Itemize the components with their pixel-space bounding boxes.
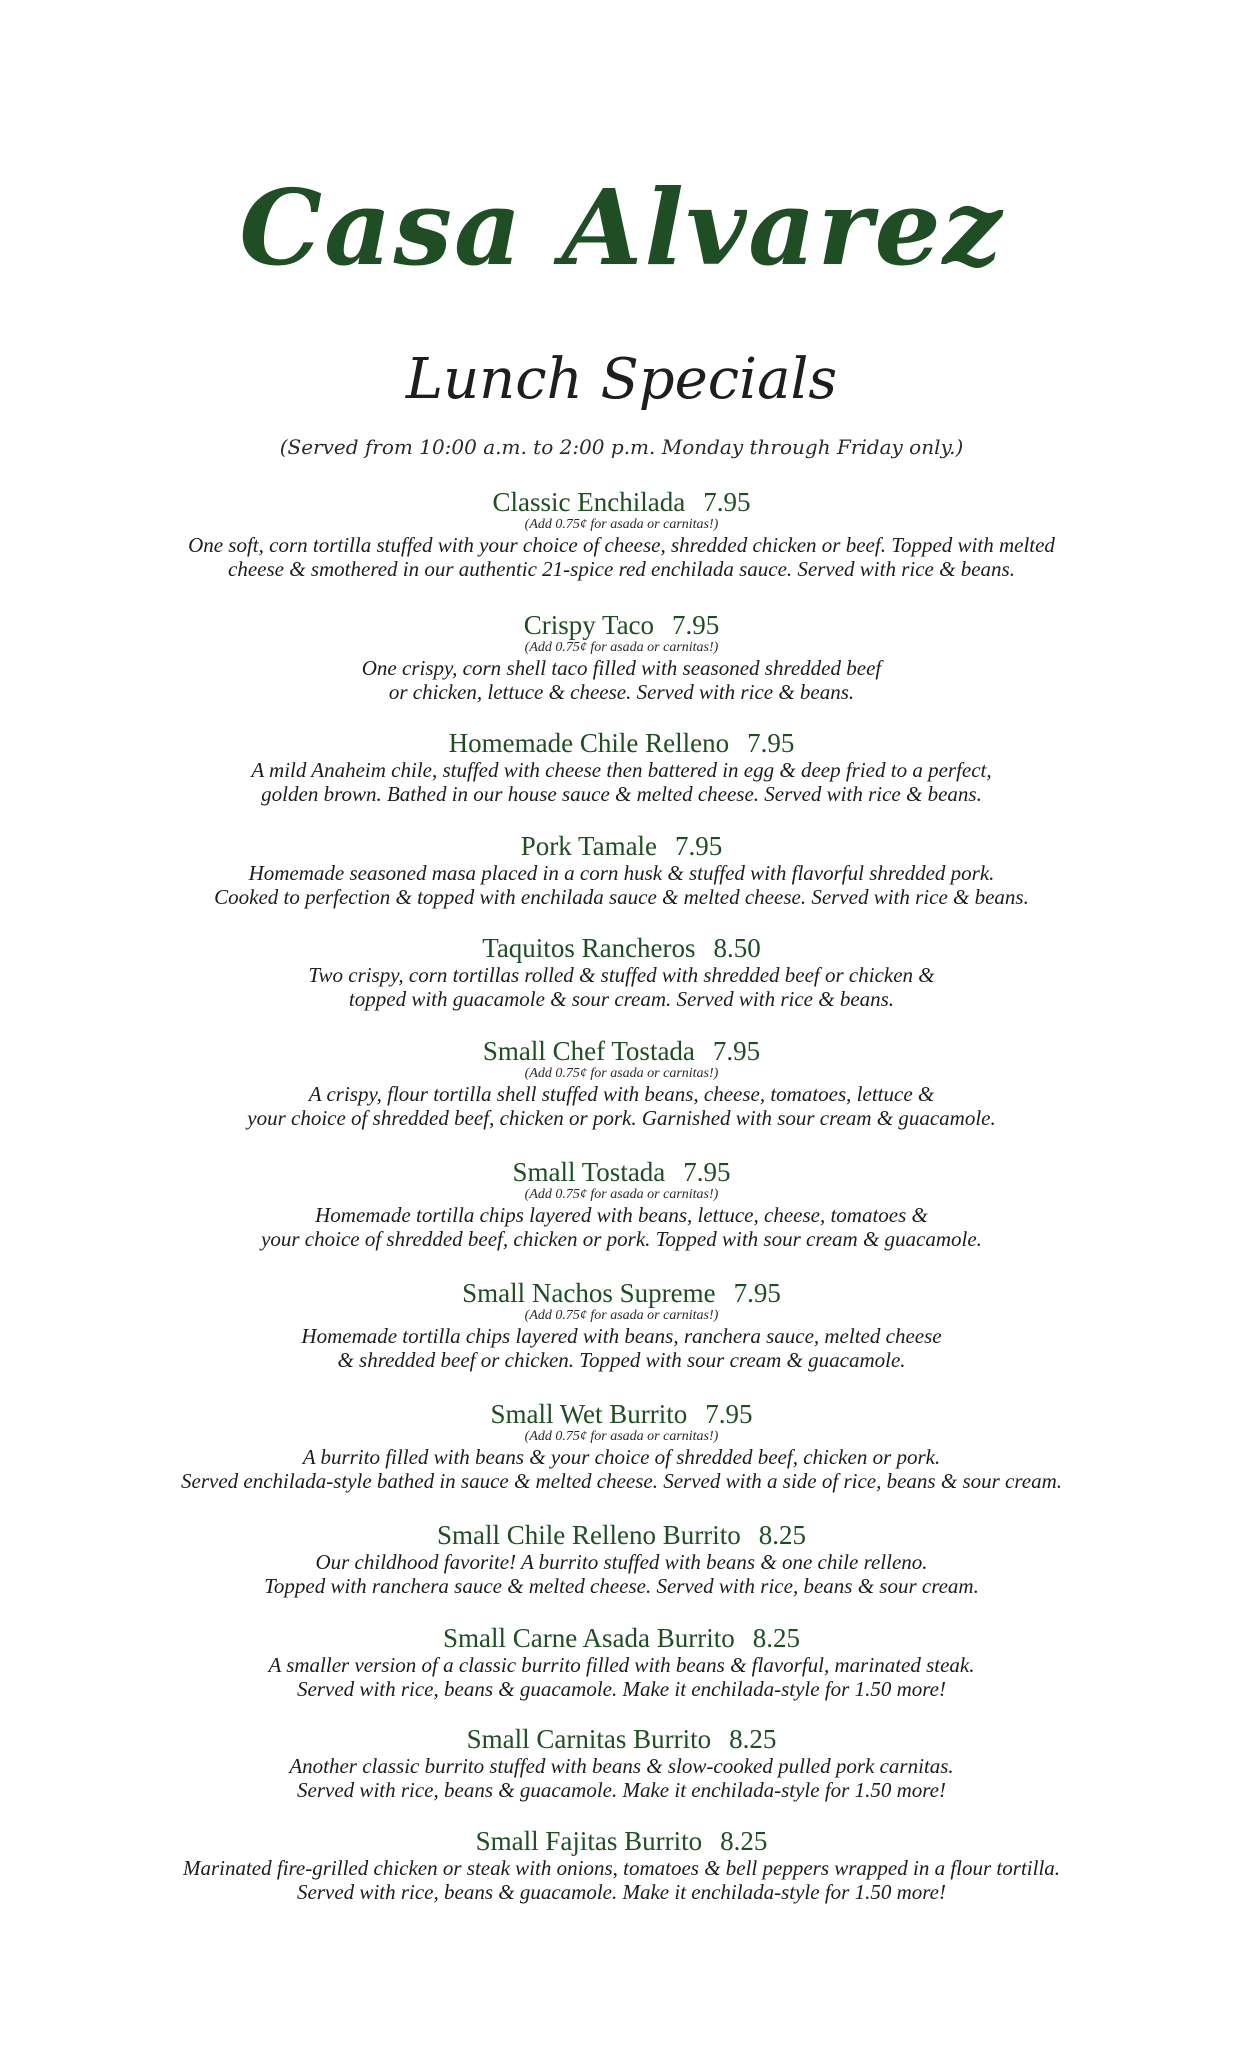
menu-item-addon-note: (Add 0.75¢ for asada or carnitas!) bbox=[524, 1187, 719, 1202]
description-line: your choice of shredded beef, chicken or pork. Topped with sour cream & guacamole. bbox=[261, 1227, 982, 1251]
menu-item-addon-note: (Add 0.75¢ for asada or carnitas!) bbox=[524, 640, 719, 655]
menu-item-name: Small Wet Burrito bbox=[490, 1399, 688, 1429]
menu-item-description bbox=[0, 963, 1243, 1011]
menu-item-heading bbox=[0, 831, 1243, 861]
menu-item-addon-note: (Add 0.75¢ for asada or carnitas!) bbox=[524, 517, 719, 532]
menu-item-description bbox=[0, 1550, 1243, 1598]
menu-item-description bbox=[0, 1445, 1243, 1493]
menu-item bbox=[0, 1520, 1243, 1598]
description-line: Homemade tortilla chips layered with beans, ranchera sauce, melted cheese bbox=[301, 1324, 942, 1348]
description-line: Another classic burrito stuffed with beans & slow-cooked pulled pork carnitas. bbox=[289, 1754, 954, 1778]
menu-item-name: Homemade Chile Relleno bbox=[448, 728, 730, 758]
menu-item-heading bbox=[0, 1826, 1243, 1856]
hours-note: (Served from 10:00 a.m. to 2:00 p.m. Monday through Friday only.) bbox=[279, 435, 964, 459]
menu-item-heading bbox=[0, 1157, 1243, 1187]
menu-item-description bbox=[0, 1856, 1243, 1904]
menu-item-name: Small Carne Asada Burrito bbox=[443, 1623, 735, 1653]
menu-item-price: 7.95 bbox=[705, 1399, 753, 1429]
menu-item-addon-note: (Add 0.75¢ for asada or carnitas!) bbox=[524, 1066, 719, 1081]
menu-item-price: 7.95 bbox=[683, 1157, 731, 1187]
menu-item-name: Small Fajitas Burrito bbox=[475, 1826, 703, 1856]
description-line: & shredded beef or chicken. Topped with sour cream & guacamole. bbox=[337, 1348, 906, 1372]
menu-item-description bbox=[0, 758, 1243, 806]
description-line: Marinated fire-grilled chicken or steak with onions, tomatoes & bell peppers wrapped in a flour tortilla. bbox=[182, 1856, 1061, 1880]
description-line: Served with rice, beans & guacamole. Make it enchilada-style for 1.50 more! bbox=[297, 1677, 946, 1701]
description-line: A burrito filled with beans & your choice of shredded beef, chicken or pork. bbox=[302, 1445, 941, 1469]
restaurant-name: Casa Alvarez bbox=[239, 166, 1004, 289]
description-line: Served enchilada-style bathed in sauce & melted cheese. Served with a side of rice, beans & sour cream. bbox=[181, 1469, 1062, 1493]
menu-item-price: 8.50 bbox=[713, 933, 761, 963]
menu-item bbox=[0, 610, 1243, 704]
description-line: golden brown. Bathed in our house sauce & melted cheese. Served with rice & beans. bbox=[261, 782, 982, 806]
menu-item bbox=[0, 831, 1243, 909]
description-line: Homemade seasoned masa placed in a corn husk & stuffed with flavorful shredded pork. bbox=[248, 861, 995, 885]
menu-item-price: 8.25 bbox=[729, 1724, 777, 1754]
description-line: One crispy, corn shell taco filled with seasoned shredded beef bbox=[361, 656, 882, 680]
description-line: A mild Anaheim chile, stuffed with cheese then battered in egg & deep fried to a perfect, bbox=[251, 758, 992, 782]
menu-item-price: 7.95 bbox=[712, 1036, 761, 1066]
menu-item bbox=[0, 1278, 1243, 1372]
menu-item-description bbox=[0, 1754, 1243, 1802]
menu-item-description bbox=[0, 656, 1243, 704]
menu-item bbox=[0, 1724, 1243, 1802]
menu-item-price: 7.95 bbox=[703, 487, 751, 517]
description-line: A smaller version of a classic burrito filled with beans & flavorful, marinated steak. bbox=[268, 1653, 975, 1677]
menu-item-description bbox=[0, 1203, 1243, 1251]
menu-item-heading bbox=[0, 1036, 1243, 1066]
menu-item-heading bbox=[0, 933, 1243, 963]
menu-item bbox=[0, 1623, 1243, 1701]
menu-item bbox=[0, 933, 1243, 1011]
menu-item-price: 8.25 bbox=[758, 1520, 806, 1550]
description-line: Topped with ranchera sauce & melted cheese. Served with rice, beans & sour cream. bbox=[264, 1574, 979, 1598]
menu-item-price: 7.95 bbox=[747, 728, 795, 758]
menu-item bbox=[0, 728, 1243, 806]
description-line: Served with rice, beans & guacamole. Make it enchilada-style for 1.50 more! bbox=[297, 1778, 946, 1802]
description-line: your choice of shredded beef, chicken or pork. Garnished with sour cream & guacamole. bbox=[247, 1106, 996, 1130]
menu-item-heading bbox=[0, 1623, 1243, 1653]
menu-item-description bbox=[0, 1082, 1243, 1130]
menu-item-description bbox=[0, 861, 1243, 909]
menu-item-heading bbox=[0, 1520, 1243, 1550]
menu-item bbox=[0, 1826, 1243, 1904]
menu-item-name: Small Chef Tostada bbox=[482, 1036, 695, 1066]
menu-item-heading bbox=[0, 610, 1243, 640]
description-line: or chicken, lettuce & cheese. Served with rice & beans. bbox=[388, 680, 855, 704]
description-line: cheese & smothered in our authentic 21-spice red enchilada sauce. Served with rice & beans. bbox=[228, 557, 1015, 581]
menu-item-price: 7.95 bbox=[675, 831, 723, 861]
menu-item-name: Pork Tamale bbox=[520, 831, 658, 861]
menu-item-price: 7.95 bbox=[672, 610, 720, 640]
menu-item-description bbox=[0, 533, 1243, 581]
menu-item-price: 7.95 bbox=[733, 1278, 781, 1308]
menu-item bbox=[0, 1399, 1243, 1493]
menu-item-addon-note: (Add 0.75¢ for asada or carnitas!) bbox=[524, 1308, 719, 1323]
menu-item-name: Small Tostada bbox=[512, 1157, 666, 1187]
description-line: topped with guacamole & sour cream. Served with rice & beans. bbox=[348, 987, 895, 1011]
description-line: One soft, corn tortilla stuffed with your choice of cheese, shredded chicken or beef. Topped with melted bbox=[188, 533, 1055, 557]
menu-item-description bbox=[0, 1653, 1243, 1701]
menu-item bbox=[0, 1157, 1243, 1251]
menu-item-price: 8.25 bbox=[720, 1826, 768, 1856]
menu-item-price: 8.25 bbox=[752, 1623, 800, 1653]
menu-item-heading bbox=[0, 1399, 1243, 1429]
description-line: Homemade tortilla chips layered with beans, lettuce, cheese, tomatoes & bbox=[315, 1203, 928, 1227]
menu-item-addon-note: (Add 0.75¢ for asada or carnitas!) bbox=[524, 1429, 719, 1444]
menu-item-name: Small Nachos Supreme bbox=[462, 1278, 716, 1308]
menu-item-name: Small Chile Relleno Burrito bbox=[437, 1520, 741, 1550]
menu-item-heading bbox=[0, 728, 1243, 758]
menu-item bbox=[0, 487, 1243, 581]
menu-item-heading bbox=[0, 1278, 1243, 1308]
menu-item-name: Classic Enchilada bbox=[492, 487, 686, 517]
menu-item-heading bbox=[0, 487, 1243, 517]
menu-item-description bbox=[0, 1324, 1243, 1372]
description-line: Our childhood favorite! A burrito stuffed with beans & one chile relleno. bbox=[315, 1550, 928, 1574]
description-line: Served with rice, beans & guacamole. Make it enchilada-style for 1.50 more! bbox=[297, 1880, 946, 1904]
description-line: Cooked to perfection & topped with enchilada sauce & melted cheese. Served with rice & beans. bbox=[214, 885, 1029, 909]
menu-item-name: Crispy Taco bbox=[523, 610, 655, 640]
section-title: Lunch Specials bbox=[405, 347, 838, 412]
menu-item bbox=[0, 1036, 1243, 1130]
menu-item-heading bbox=[0, 1724, 1243, 1754]
menu-item-name: Small Carnitas Burrito bbox=[466, 1724, 712, 1754]
description-line: A crispy, flour tortilla shell stuffed with beans, cheese, tomatoes, lettuce & bbox=[308, 1082, 935, 1106]
description-line: Two crispy, corn tortillas rolled & stuffed with shredded beef or chicken & bbox=[308, 963, 935, 987]
menu-item-name: Taquitos Rancheros bbox=[482, 933, 696, 963]
